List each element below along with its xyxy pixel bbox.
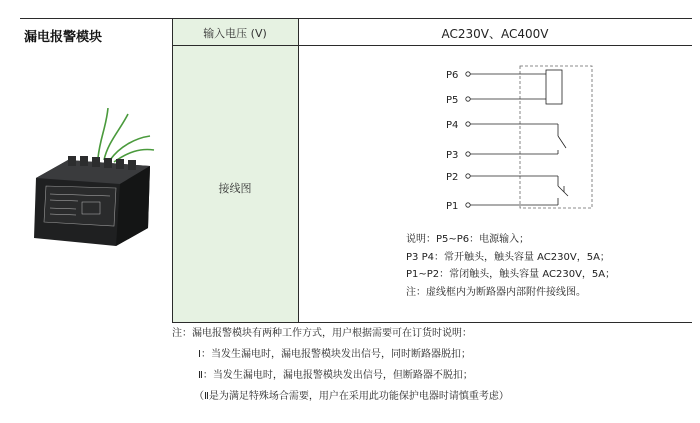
footer-mode-2: Ⅱ：当发生漏电时，漏电报警模块发出信号，但断路器不脱扣； [198,370,473,381]
table-border-header [172,45,692,46]
input-voltage-value: AC230V、AC400V [441,27,549,41]
wiring-diagram [398,62,598,222]
footer-intro: 注：漏电报警模块有两种工作方式，用户根据需要可在订货时说明： [172,328,472,339]
product-title: 漏电报警模块 [24,30,103,45]
note-line: P1~P2：常闭触头，触头容量 AC230V，5A； [406,269,616,280]
table-divider-mid [298,18,299,323]
terminal-p1-label: P1 [446,201,459,212]
note-line: 注：虚线框内为断路器内部附件接线图。 [406,286,586,298]
footer-remark: （Ⅱ是为满足特殊场合需要，用户在采用此功能保护电器时请慎重考虑） [194,391,509,402]
note-line: 说明：P5~P6：电源输入； [406,234,530,245]
wiring-diagram-label: 接线图 [218,182,252,195]
terminal-p5-label: P5 [446,95,459,106]
terminal-p2-label: P2 [446,172,459,183]
table-divider-left [172,18,173,323]
terminal-p3-label: P3 [446,150,459,161]
table-border-top [20,18,692,19]
wiring-notes [406,231,615,301]
working-mode-notes [172,323,509,407]
note-line: P3 P4：常开触头，触头容量 AC230V，5A； [406,251,610,263]
leakage-alarm-module-image [28,108,158,248]
footer-mode-1: Ⅰ：当发生漏电时，漏电报警模块发出信号，同时断路器脱扣； [198,349,471,360]
terminal-p4-label: P4 [446,120,459,131]
terminal-p6-label: P6 [446,70,459,81]
input-voltage-label: 输入电压 (V) [203,27,267,40]
